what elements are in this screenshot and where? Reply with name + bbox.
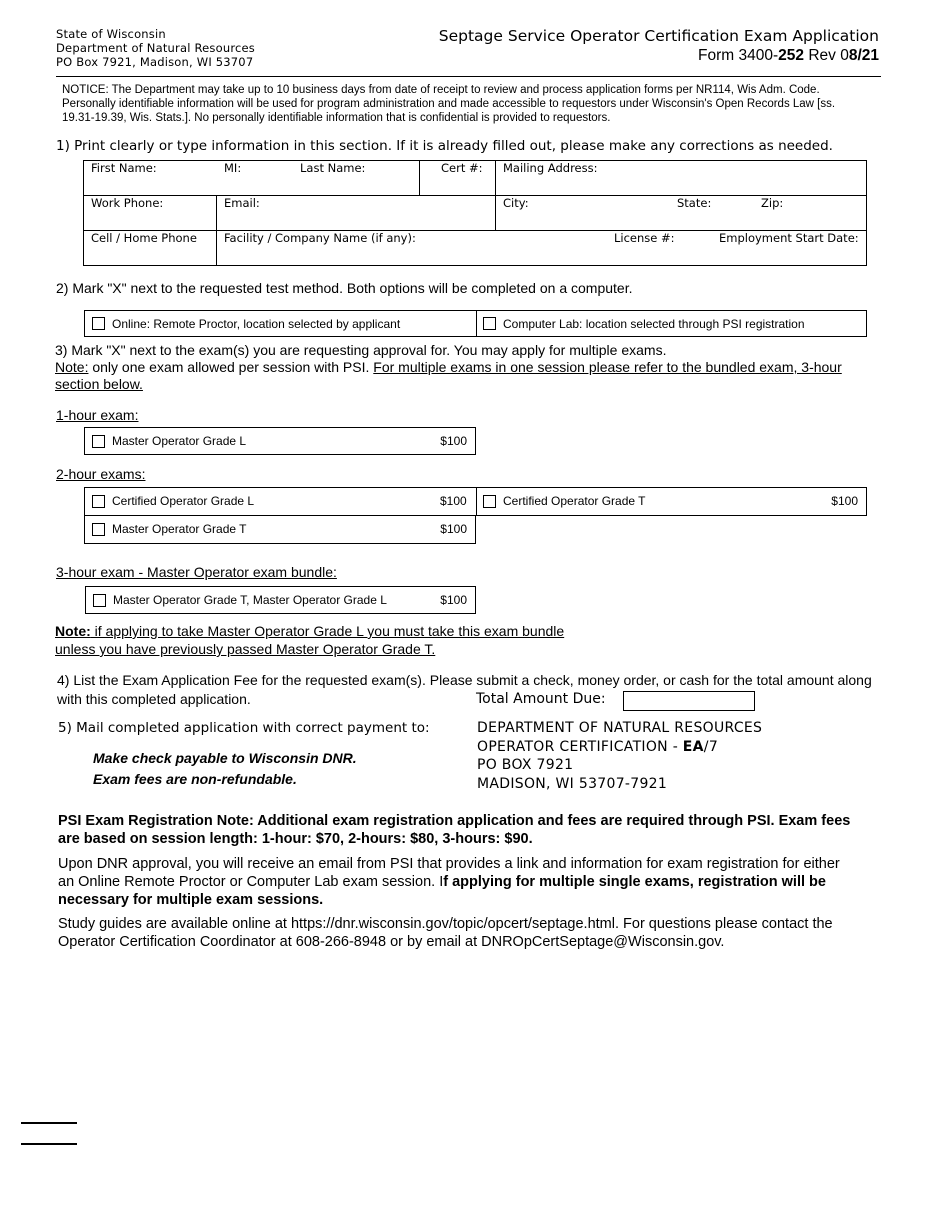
exam-price: $100: [831, 494, 858, 508]
test-method-table: [84, 310, 867, 337]
mailing-address-block: [477, 719, 762, 793]
one-hour-table: [84, 427, 476, 455]
online-proctor-checkbox[interactable]: [92, 317, 105, 330]
computer-lab-label: Computer Lab: location selected through PSI registration: [503, 317, 805, 331]
agency-address: PO Box 7921, Madison, WI 53707: [56, 55, 254, 69]
section5-heading: 5) Mail completed application with correct payment to:: [58, 720, 430, 736]
cert-number-field[interactable]: Cert #:: [441, 161, 483, 175]
facility-field[interactable]: Facility / Company Name (if any):: [224, 231, 416, 245]
psi-approval: Upon DNR approval, you will receive an email from PSI that provides a link and information for exam registration for either an Online Remote Proctor or Computer Lab exam session. If applying for multiple single exams, registration will be necessary for multiple exam sessions.: [58, 856, 840, 908]
exam-label: Certified Operator Grade T: [503, 494, 646, 508]
form-title-block: [439, 26, 879, 66]
form-title: Septage Service Operator Certification Exam Application: [438, 27, 879, 45]
work-phone-field[interactable]: Work Phone:: [91, 196, 164, 210]
computer-lab-checkbox[interactable]: [483, 317, 496, 330]
check-payable: Make check payable to Wisconsin DNR.: [93, 750, 357, 766]
address-line3: PO BOX 7921: [477, 757, 574, 773]
address-line4: MADISON, WI 53707-7921: [477, 775, 668, 792]
exam-price: $100: [440, 494, 467, 508]
online-proctor-label: Online: Remote Proctor, location selected by applicant: [112, 317, 401, 331]
footer-rule-top: [21, 1122, 77, 1124]
form-number-line: Form 3400-252 Rev 08/21: [698, 47, 879, 64]
certified-grade-t-checkbox[interactable]: [483, 495, 496, 508]
privacy-notice: NOTICE: The Department may take up to 10 business days from date of receipt to review and process application forms per NR114, Wis Adm. Code. Personally identifiable information will be used for program administration and made accessible to requestors under Wisconsin's Open Records Law [ss. 19.31-19.39, Wis. Stats.]. No personally identifiable information that is confidential is provided to requestors.: [62, 84, 836, 124]
exam-price: $100: [440, 593, 467, 607]
master-grade-l-checkbox[interactable]: [92, 435, 105, 448]
exam-price: $100: [440, 434, 467, 448]
section1-heading: 1) Print clearly or type information in this section. If it is already filled out, please make any corrections as needed.: [56, 138, 833, 154]
zip-field[interactable]: Zip:: [761, 196, 784, 210]
bundle-note: Note: if applying to take Master Operator Grade L you must take this exam bundle unless you have previously passed Master Operator Grade T.: [55, 623, 565, 657]
exam-label: Master Operator Grade L: [112, 434, 247, 448]
certified-grade-l-checkbox[interactable]: [92, 495, 105, 508]
exam-label: Master Operator Grade T: [112, 522, 247, 536]
exam-label: Master Operator Grade T, Master Operator Grade L: [113, 593, 387, 607]
psi-note: PSI Exam Registration Note: Additional exam registration application and fees are required through PSI. Exam fees are based on session length: 1-hour: $70, 2-hours: $80, 3-hours: $90.: [58, 813, 851, 847]
section3-note-label: Note:: [55, 359, 89, 375]
address-line2: OPERATOR CERTIFICATION - EA/7: [477, 738, 719, 755]
study-guides: Study guides are available online at https://dnr.wisconsin.gov/topic/opcert/septage.html. For questions please contact the Operator Certification Coordinator at 608-266-8948 or by email at DNROpCertSeptage@Wisconsin.gov.: [58, 916, 833, 950]
city-field[interactable]: City:: [503, 196, 529, 210]
form-number: 252: [778, 47, 805, 64]
total-amount-label: Total Amount Due:: [476, 691, 606, 707]
header-divider: [56, 76, 881, 77]
address-line1: DEPARTMENT OF NATURAL RESOURCES: [477, 720, 763, 736]
two-hour-table-row2: [84, 515, 476, 544]
non-refundable: Exam fees are non-refundable.: [93, 771, 297, 787]
applicant-info-table: [83, 160, 867, 266]
master-bundle-checkbox[interactable]: [93, 594, 106, 607]
state-field[interactable]: State:: [677, 196, 712, 210]
mailing-address-field[interactable]: Mailing Address:: [503, 161, 598, 175]
three-hour-title: 3-hour exam - Master Operator exam bundle:: [56, 564, 337, 580]
email-field[interactable]: Email:: [224, 196, 260, 210]
agency-department: Department of Natural Resources: [56, 41, 255, 55]
section2-heading: 2) Mark "X" next to the requested test method. Both options will be completed on a computer.: [56, 280, 633, 296]
section4-text: 4) List the Exam Application Fee for the requested exam(s). Please submit a check, money order, or cash for the total amount along with this completed application.: [57, 672, 872, 707]
master-grade-t-checkbox[interactable]: [92, 523, 105, 536]
license-field[interactable]: License #:: [614, 231, 675, 245]
three-hour-table: [85, 586, 476, 614]
footer-rule-bottom: [21, 1143, 77, 1145]
employment-start-field[interactable]: Employment Start Date:: [719, 231, 859, 245]
section3-heading: 3) Mark "X" next to the exam(s) you are requesting approval for. You may apply for multiple exams.: [55, 342, 667, 358]
agency-state: State of Wisconsin: [56, 27, 166, 41]
section3-note: Note: only one exam allowed per session with PSI. For multiple exams in one session please refer to the bundled exam, 3-hour section below.: [55, 359, 842, 392]
bundle-reference: For multiple exams in one session please refer to the bundled exam, 3-hour section below.: [55, 359, 842, 392]
exam-price: $100: [440, 522, 467, 536]
two-hour-title: 2-hour exams:: [56, 466, 146, 482]
first-name-field[interactable]: First Name:: [91, 161, 157, 175]
total-amount-field[interactable]: [623, 691, 755, 711]
payment-instructions: [93, 748, 357, 790]
mi-field[interactable]: MI:: [224, 161, 242, 175]
last-name-field[interactable]: Last Name:: [300, 161, 366, 175]
two-hour-table-row1: [84, 487, 867, 516]
form-revision-date: 8/21: [848, 47, 879, 64]
one-hour-title: 1-hour exam:: [56, 407, 139, 423]
cell-phone-field[interactable]: Cell / Home Phone: [91, 231, 197, 245]
agency-block: [56, 27, 255, 69]
exam-label: Certified Operator Grade L: [112, 494, 255, 508]
